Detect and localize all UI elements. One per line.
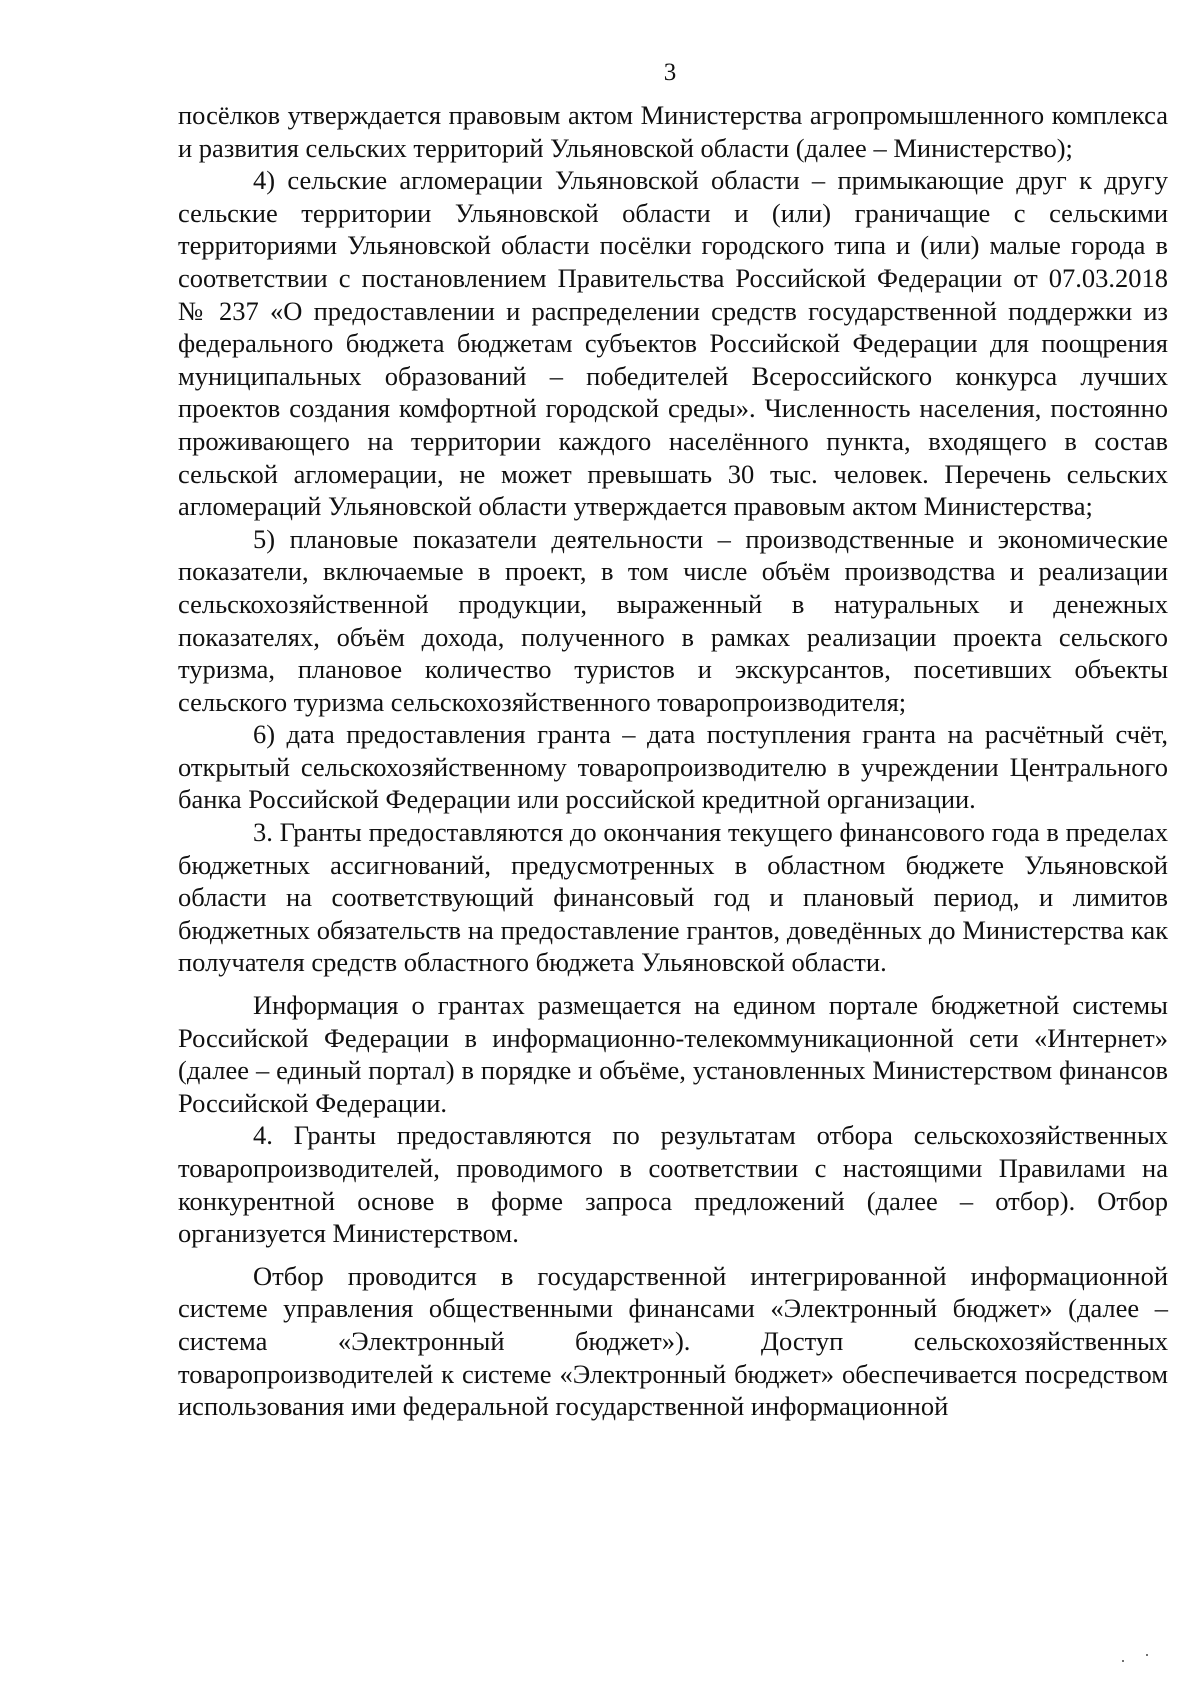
scan-artifact — [1146, 1654, 1148, 1656]
scan-artifact — [1122, 1660, 1124, 1662]
paragraph-grant-info: Информация о грантах размещается на едином портале бюджетной системы Российской Федерации в информационно-телекоммуникационной сети «Интернет» (далее – единый портал) в порядке и объёме, установленных Министерством финансов Российской Федерации. — [178, 990, 1168, 1118]
page-number: 3 — [663, 59, 677, 86]
document-body — [178, 99, 1168, 1423]
paragraph-item-6: 6) дата предоставления гранта – дата поступления гранта на расчётный счёт, открытый сельскохозяйственному товаропроизводителю в учреждении Центрального банка Российской Федерации или российской кредитной организации. — [178, 719, 1168, 815]
paragraph-selection: Отбор проводится в государственной интегрированной информационной системе управления общественными финансами «Электронный бюджет» (далее – система «Электронный бюджет»). Доступ сельскохозяйственных товаропроизводителей к системе «Электронный бюджет» обеспечивается посредством использования ими федеральной государственной информационной — [178, 1260, 1168, 1422]
paragraph-continuation: посёлков утверждается правовым актом Министерства агропромышленного комплекса и развития сельских территорий Ульяновской области (далее – Министерство); — [178, 100, 1168, 163]
paragraph-section-3: 3. Гранты предоставляются до окончания текущего финансового года в пределах бюджетных ассигнований, предусмотренных в областном бюджете Ульяновской области на соответствующий финансовый год и плановый период, и лимитов бюджетных обязательств на предоставление грантов, доведённых до Министерства как получателя средств областного бюджета Ульяновской области. — [178, 817, 1168, 978]
paragraph-item-4: 4) сельские агломерации Ульяновской области – примыкающие друг к другу сельские территории Ульяновской области и (или) граничащие с сельскими территориями Ульяновской области посёлки городского типа и (или) малые города в соответствии с постановлением Правительства Российской Федерации от 07.03.2018 № 237 «О предоставлении и распределении средств государственной поддержки из федерального бюджета бюджетам субъектов Российской Федерации для поощрения муниципальных образований – победителей Всероссийского конкурса лучших проектов создания комфортной городской среды». Численность населения, постоянно проживающего на территории каждого населённого пункта, входящего в состав сельской агломерации, не может превышать 30 тыс. человек. Перечень сельских агломераций Ульяновской области утверждается правовым актом Министерства; — [178, 165, 1168, 522]
paragraph-section-4: 4. Гранты предоставляются по результатам отбора сельскохозяйственных товаропроизводителей, проводимого в соответствии с настоящими Правилами на конкурентной основе в форме запроса предложений (далее – отбор). Отбор организуется Министерством. — [178, 1120, 1168, 1249]
paragraph-item-5: 5) плановые показатели деятельности – производственные и экономические показатели, включаемые в проект, в том числе объём производства и реализации сельскохозяйственной продукции, выраженный в натуральных и денежных показателях, объём дохода, полученного в рамках реализации проекта сельского туризма, плановое количество туристов и экскурсантов, посетивших объекты сельского туризма сельскохозяйственного товаропроизводителя; — [178, 523, 1168, 717]
